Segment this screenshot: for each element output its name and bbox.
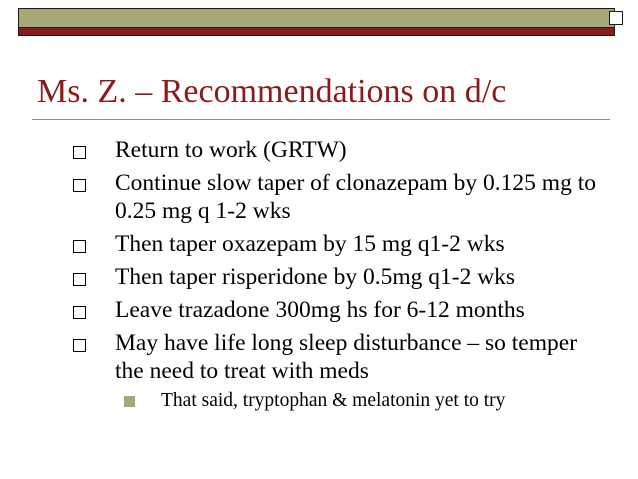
- hollow-square-bullet-icon: [73, 339, 86, 352]
- title-divider: [32, 119, 610, 120]
- bullet-item: [0, 329, 605, 385]
- bullet-item: [0, 136, 605, 164]
- bullet-text: Return to work (GRTW): [115, 137, 347, 163]
- bullet-item: [0, 296, 605, 324]
- bullet-item: [0, 169, 605, 225]
- bullet-item: [0, 263, 605, 291]
- hollow-square-bullet-icon: [73, 146, 86, 159]
- hollow-square-bullet-icon: [73, 179, 86, 192]
- hollow-square-bullet-icon: [73, 273, 86, 286]
- bullet-text: Then taper risperidone by 0.5mg q1-2 wks: [115, 264, 516, 290]
- bullet-text: Continue slow taper of clonazepam by 0.125 mg to 0.25 mg q 1-2 wks: [115, 170, 596, 224]
- hollow-square-bullet-icon: [73, 240, 86, 253]
- bullet-item: [0, 230, 605, 258]
- header-band-red-stripe: [19, 28, 614, 35]
- sub-bullet-text: That said, tryptophan & melatonin yet to try: [161, 390, 506, 411]
- bullet-text: May have life long sleep disturbance – so temper the need to treat with meds: [115, 330, 578, 384]
- bullet-list: [0, 136, 611, 414]
- filled-square-bullet-icon: [124, 396, 135, 407]
- corner-square-decoration: [609, 11, 623, 25]
- slide-title: Ms. Z. – Recommendations on d/c: [37, 73, 507, 110]
- sub-bullet-item: [0, 388, 611, 414]
- hollow-square-bullet-icon: [73, 306, 86, 319]
- header-band: [18, 8, 615, 36]
- header-band-olive-stripe: [19, 9, 614, 28]
- bullet-text: Then taper oxazepam by 15 mg q1-2 wks: [115, 231, 505, 257]
- bullet-text: Leave trazadone 300mg hs for 6-12 months: [115, 297, 525, 323]
